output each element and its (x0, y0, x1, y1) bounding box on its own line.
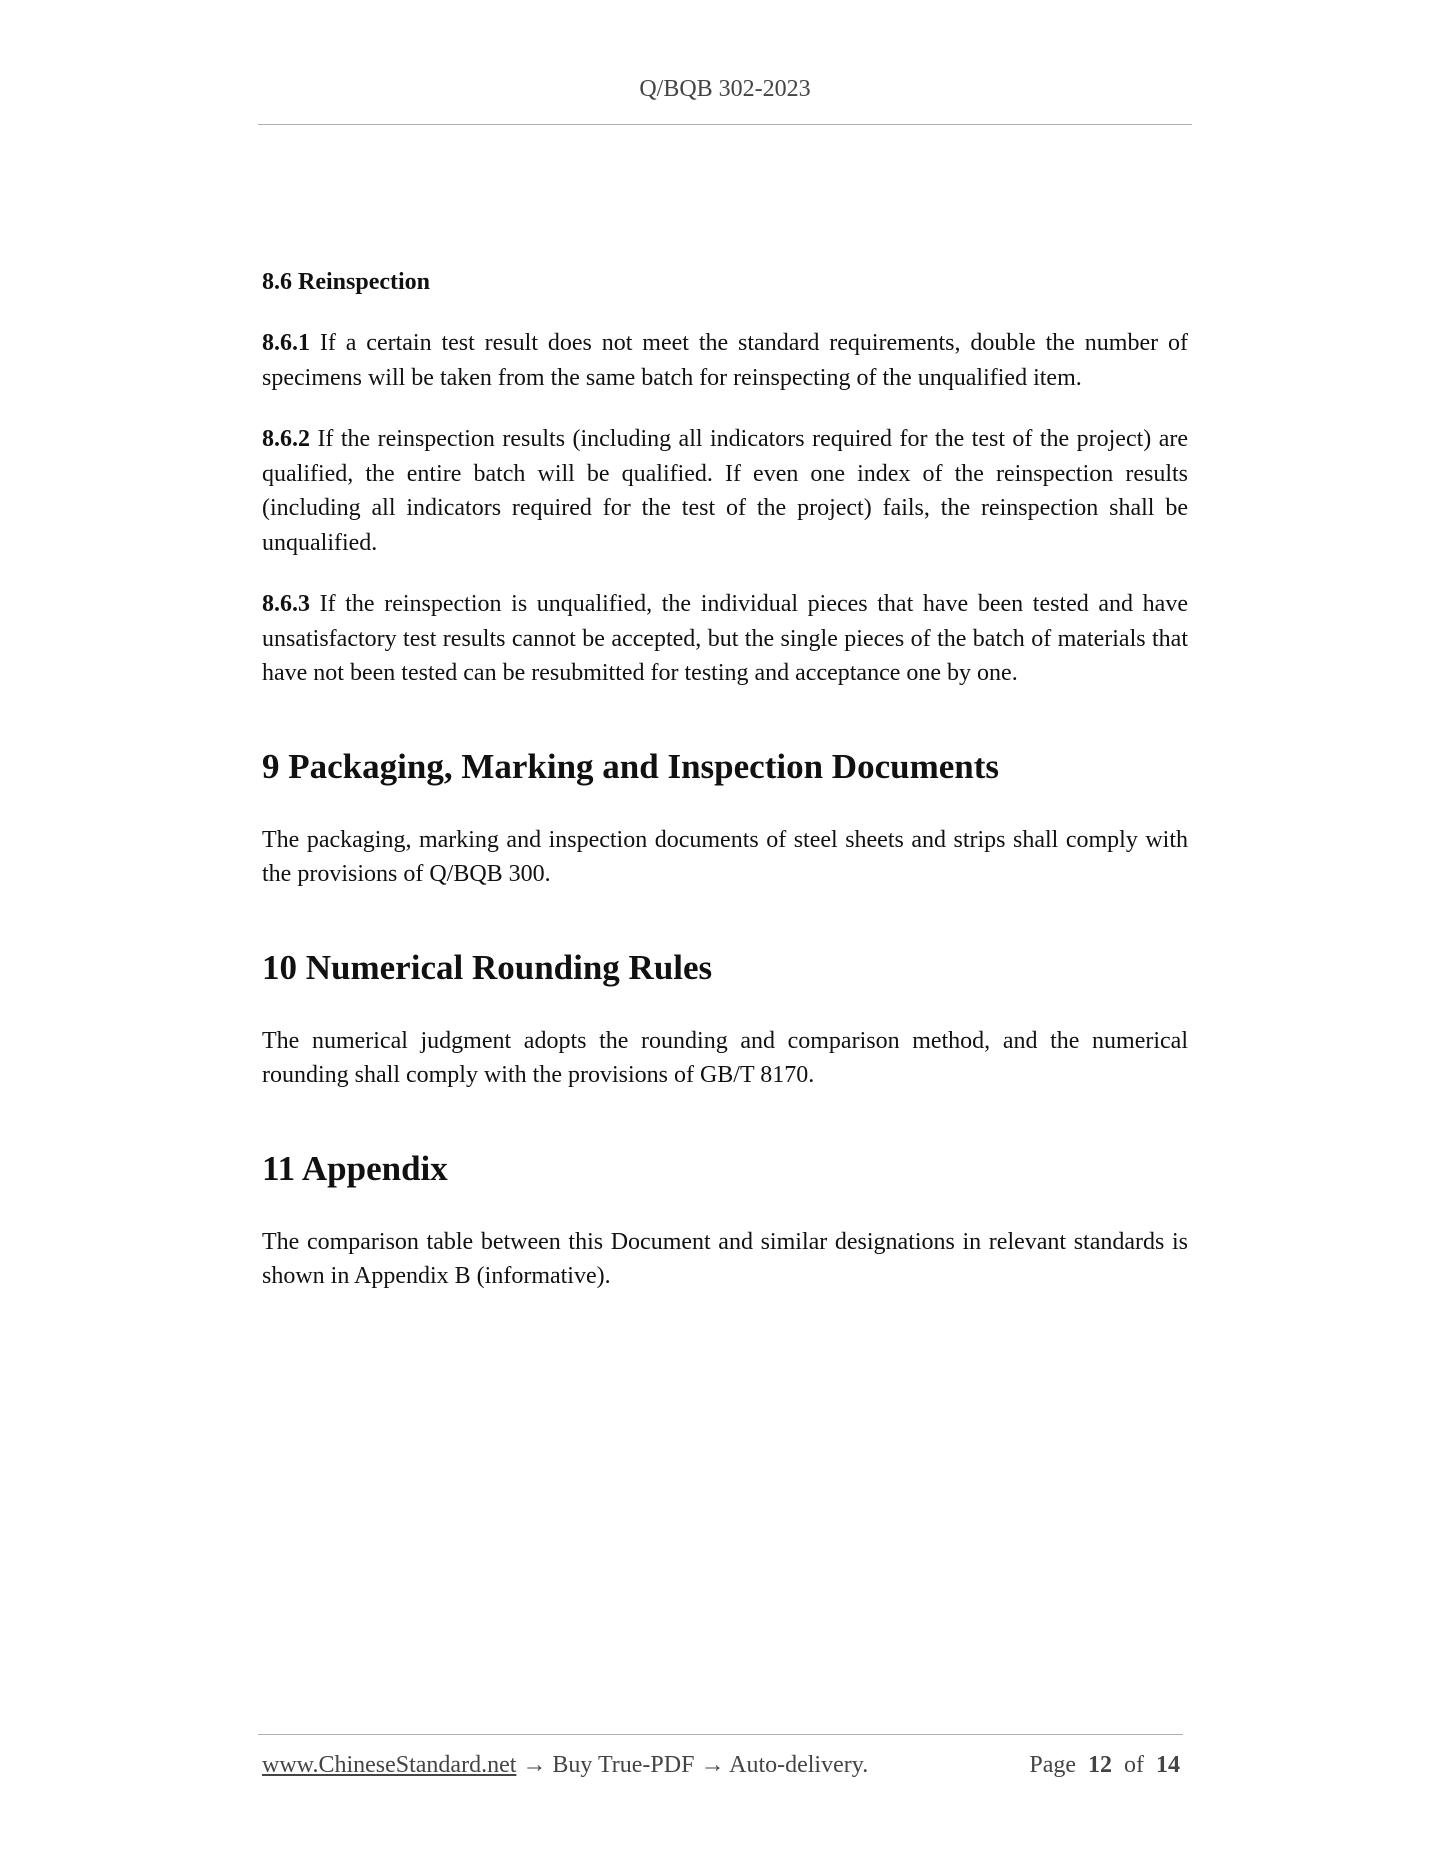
clause-text: If the reinspection results (including all indicators required for the test of the project) are qualified, the entire batch will be qualified. If even one index of the reinspection results (including all indicators required for the test of the project) fails, the reinspection shall be unqualified. (262, 426, 1188, 556)
clause-number: 8.6.3 (262, 591, 310, 617)
header-divider (258, 124, 1192, 125)
section-11-heading: 11 Appendix (262, 1148, 448, 1188)
section-9-text: The packaging, marking and inspection documents of steel sheets and strips shall comply with the provisions of Q/BQB 300. (262, 826, 1188, 887)
page-indicator (1029, 1752, 1180, 1779)
footer-promo (262, 1752, 868, 1779)
clause-text: If the reinspection is unqualified, the individual pieces that have been tested and have unsatisfactory test results cannot be accepted, but the single pieces of the batch of materials that have not been tested can be resubmitted for testing and acceptance one by one. (262, 591, 1188, 686)
total-page-number: 14 (1156, 1752, 1180, 1778)
section-11-text: The comparison table between this Document and similar designations in relevant standards is shown in Appendix B (informative). (262, 1228, 1188, 1289)
footer-divider (258, 1734, 1183, 1735)
section-8-6-heading: 8.6 Reinspection (262, 269, 430, 295)
clause-text: If a certain test result does not meet the standard requirements, double the number of specimens will be taken from the same batch for reinspecting of the unqualified item. (262, 330, 1188, 391)
document-id-header: Q/BQB 302-2023 (639, 76, 811, 102)
current-page-number: 12 (1088, 1752, 1112, 1778)
clause-8-6-2 (262, 422, 1188, 560)
section-10-text: The numerical judgment adopts the rounding and comparison method, and the numerical rounding shall comply with the provisions of GB/T 8170. (262, 1027, 1188, 1088)
clause-number: 8.6.2 (262, 426, 310, 452)
page-of-label: of (1124, 1752, 1144, 1778)
footer-tagline: → Buy True-PDF → Auto-delivery. (516, 1752, 869, 1778)
clause-8-6-1 (262, 326, 1188, 395)
website-link[interactable]: www.ChineseStandard.net (262, 1752, 517, 1778)
page-label: Page (1029, 1752, 1076, 1778)
section-10-heading: 10 Numerical Rounding Rules (262, 947, 713, 987)
clause-8-6-3 (262, 587, 1188, 691)
page-content (262, 265, 1188, 1321)
section-9-heading: 9 Packaging, Marking and Inspection Documents (262, 746, 1000, 786)
clause-number: 8.6.1 (262, 330, 310, 356)
